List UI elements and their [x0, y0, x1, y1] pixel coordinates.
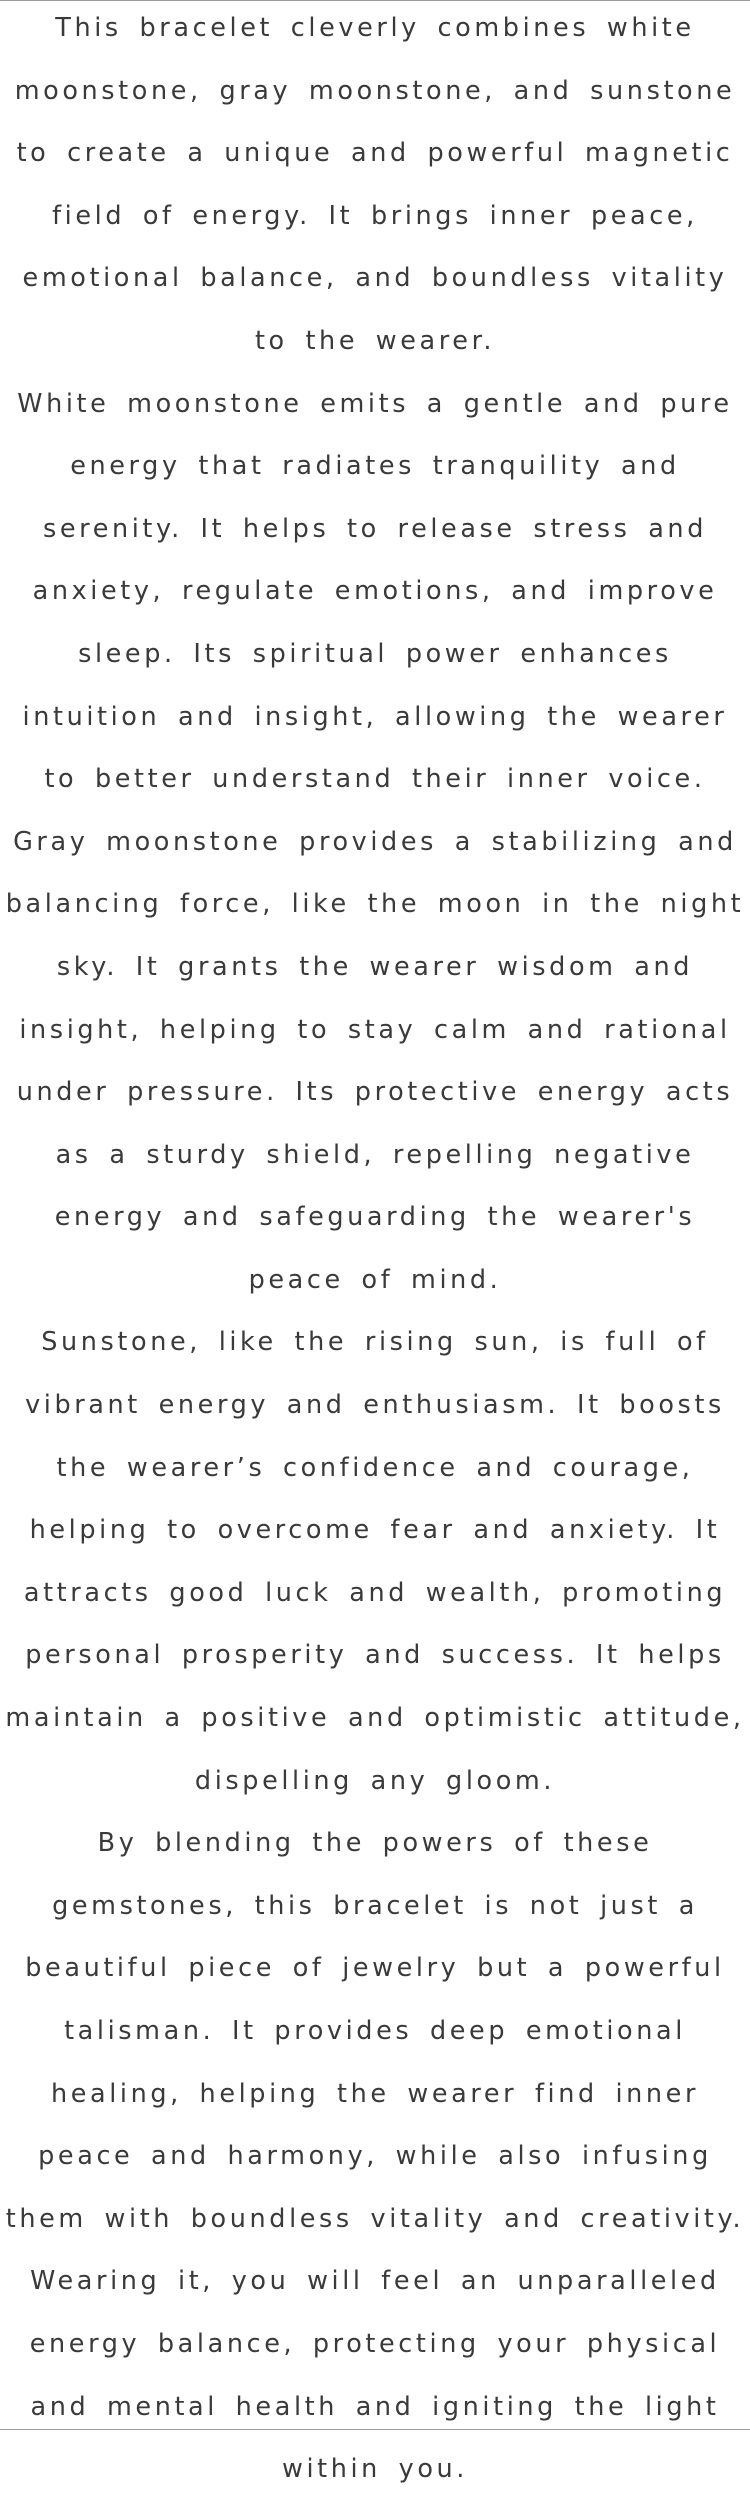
- sunstone-paragraph: Sunstone, like the rising sun, is full of vibrant energy and enthusiasm. It boosts the wearer’s confidence and courage, helping to overcome fear and anxiety. It attracts good luck and wealth, promoting personal prosperity and success. It helps maintain a positive and optimistic attitude, dispelling any gloom.: [5, 1327, 745, 1796]
- gray-moonstone-paragraph: Gray moonstone provides a stabilizing and balancing force, like the moon in the night sky. It grants the wearer wisdom and insight, helping to stay calm and rational under pressure. Its protective energy acts as a sturdy shield, repelling negative energy and safeguarding the wearer's peace of mind.: [5, 826, 745, 1295]
- intro-paragraph: This bracelet cleverly combines white moonstone, gray moonstone, and sunstone to create a unique and powerful magnetic field of energy. It brings inner peace, emotional balance, and boundless vitality to the wearer.: [14, 13, 736, 356]
- white-moonstone-paragraph: White moonstone emits a gentle and pure energy that radiates tranquility and serenity. It helps to release stress and anxiety, regulate emotions, and improve sleep. Its spiritual power enhances intuition and insight, allowing the wearer to better understand their inner voice.: [17, 388, 733, 795]
- conclusion-paragraph: By blending the powers of these gemstones, this bracelet is not just a beautiful piece of jewelry but a powerful talisman. It provides deep emotional healing, helping the wearer find inner peace and harmony, while also infusing them with boundless vitality and creativity. Wearing it, you will feel an unparalleled energy balance, protecting your physical and mental health and igniting the light within you.: [5, 1828, 745, 2485]
